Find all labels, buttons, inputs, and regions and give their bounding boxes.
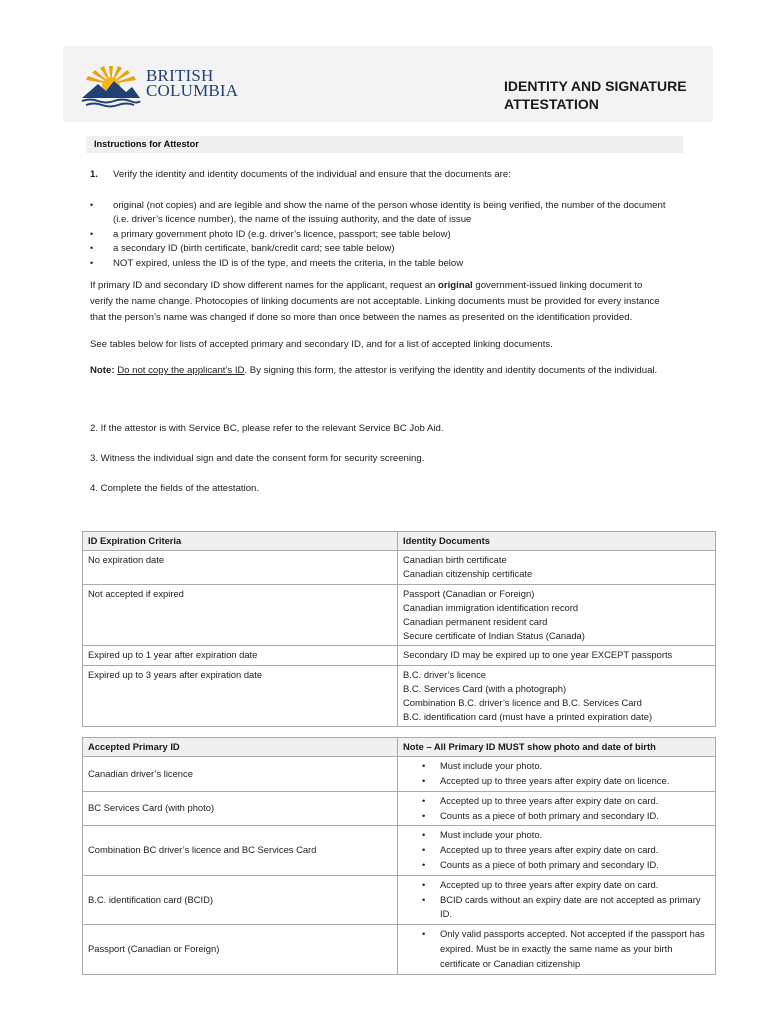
column-header: ID Expiration Criteria [83, 532, 398, 551]
instructions-heading: Instructions for Attestor [94, 139, 199, 149]
list-item: • Accepted up to three years after expiry date on card. [403, 843, 711, 858]
table-row [83, 646, 716, 665]
primary-id-cell: BC Services Card (with photo) [83, 791, 398, 826]
bullet-1-line-2: (i.e. driver’s licence number), the name of the issuing authority, and the date of issue [113, 214, 472, 225]
bullet-2: a primary government photo ID (e.g. driver’s licence, passport; see table below) [113, 229, 451, 240]
bullet-1-line-1: original (not copies) and are legible and show the name of the person whose identity is being verified, the number of the document [113, 200, 666, 211]
bullet-marker: • [90, 229, 94, 239]
notes-cell [398, 757, 716, 792]
tables-paragraph: See tables below for lists of accepted primary and secondary ID, and for a list of accepted linking documents. [90, 339, 553, 350]
logo-wordmark: BRITISH COLUMBIA [146, 66, 239, 100]
table-row [83, 551, 716, 584]
table-row [83, 584, 716, 646]
criteria-cell: No expiration date [83, 551, 398, 584]
documents-cell: B.C. driver’s licence B.C. Services Card (with a photograph) Combination B.C. driver’s licence and B.C. Services Card B.C. identification card (must have a printed expiration date) [398, 665, 716, 727]
document-title: IDENTITY AND SIGNATURE ATTESTATION [504, 78, 687, 112]
documents-cell: Secondary ID may be expired up to one year EXCEPT passports [398, 646, 716, 665]
criteria-cell: Not accepted if expired [83, 584, 398, 646]
table-row [83, 875, 716, 924]
criteria-cell: Expired up to 1 year after expiration date [83, 646, 398, 665]
column-header: Identity Documents [398, 532, 716, 551]
list-item: • Accepted up to three years after expiry date on card. [403, 794, 711, 809]
step-2: 2. If the attestor is with Service BC, please refer to the relevant Service BC Job Aid. [90, 423, 444, 434]
list-item: • Accepted up to three years after expiry date on licence. [403, 774, 711, 789]
list-item: • Counts as a piece of both primary and secondary ID. [403, 858, 711, 873]
primary-id-cell: B.C. identification card (BCID) [83, 875, 398, 924]
table-row [83, 826, 716, 875]
id-expiration-table [82, 531, 716, 727]
table-row [83, 665, 716, 727]
table-row [83, 757, 716, 792]
column-header: Accepted Primary ID [83, 738, 398, 757]
table-row [83, 925, 716, 974]
list-item: • Only valid passports accepted. Not accepted if the passport has expired. Must be in exactly the same name as your birth certificate or Canadian citizenship [403, 927, 711, 971]
primary-id-cell: Passport (Canadian or Foreign) [83, 925, 398, 974]
bc-government-logo [80, 64, 239, 108]
accepted-primary-id-table [82, 737, 716, 975]
list-item: • Must include your photo. [403, 828, 711, 843]
step1-text: Verify the identity and identity documents of the individual and ensure that the documents are: [113, 169, 511, 180]
documents-cell: Passport (Canadian or Foreign) Canadian immigration identification record Canadian permanent resident card Secure certificate of Indian Status (Canada) [398, 584, 716, 646]
bullet-3: a secondary ID (birth certificate, bank/credit card; see table below) [113, 243, 395, 254]
criteria-cell: Expired up to 3 years after expiration date [83, 665, 398, 727]
primary-id-cell: Canadian driver’s licence [83, 757, 398, 792]
list-item: • Accepted up to three years after expiry date on card. [403, 878, 711, 893]
list-item: • BCID cards without an expiry date are not accepted as primary ID. [403, 893, 711, 923]
step-3: 3. Witness the individual sign and date the consent form for security screening. [90, 453, 425, 464]
bullet-marker: • [90, 258, 94, 268]
column-header: Note – All Primary ID MUST show photo and date of birth [398, 738, 716, 757]
table-header-row [83, 738, 716, 757]
linking-paragraph-line-3: that the person’s name was changed if done so more than once between the names as presented on the identification provided. [90, 312, 633, 323]
bullet-4: NOT expired, unless the ID is of the type, and meets the criteria, in the table below [113, 258, 464, 269]
notes-cell [398, 875, 716, 924]
bullet-marker: • [90, 200, 94, 210]
instructions-heading-bar [86, 136, 683, 153]
bullet-marker: • [90, 243, 94, 253]
primary-id-cell: Combination BC driver’s licence and BC Services Card [83, 826, 398, 875]
linking-paragraph-line-2: verify the name change. Photocopies of linking documents are not acceptable. Linking documents must be provided for every instance [90, 296, 660, 307]
table-row [83, 791, 716, 826]
notes-cell [398, 925, 716, 974]
step-4: 4. Complete the fields of the attestation. [90, 483, 260, 494]
notes-cell [398, 791, 716, 826]
documents-cell: Canadian birth certificate Canadian citizenship certificate [398, 551, 716, 584]
table-header-row [83, 532, 716, 551]
step1-number: 1. [90, 169, 99, 180]
note-paragraph: Note: Do not copy the applicant’s ID. By signing this form, the attestor is verifying the identity and identity documents of the individual. [90, 365, 658, 376]
sun-mountain-icon [80, 64, 142, 108]
list-item: • Must include your photo. [403, 759, 711, 774]
list-item: • Counts as a piece of both primary and secondary ID. [403, 809, 711, 824]
notes-cell [398, 826, 716, 875]
linking-paragraph-line-1: If primary ID and secondary ID show different names for the applicant, request an original government-issued linking document to [90, 280, 643, 291]
